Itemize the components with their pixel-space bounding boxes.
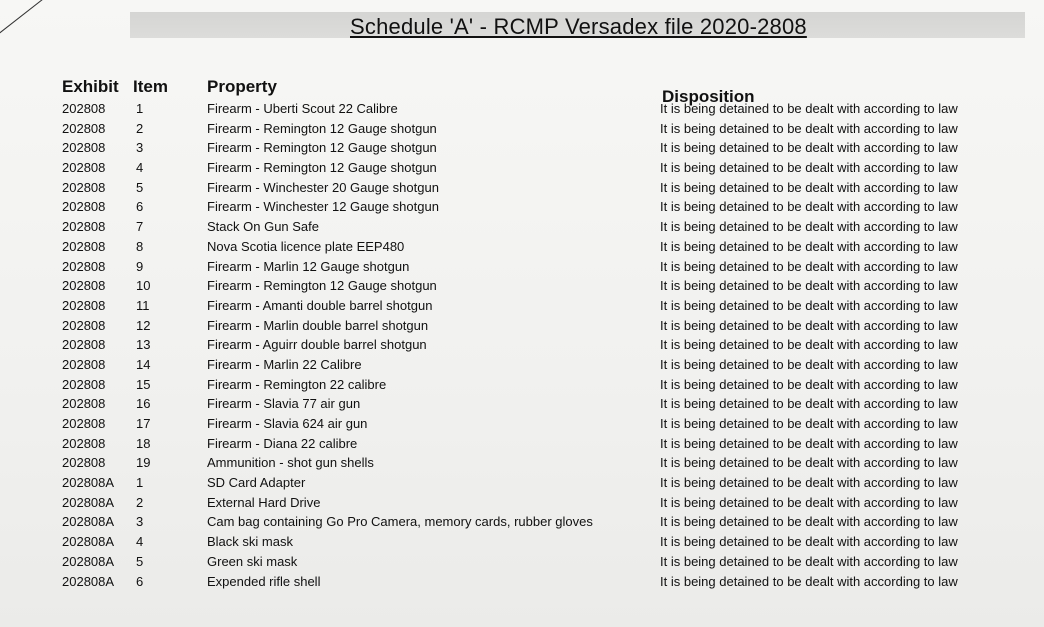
- item-cell: 2: [136, 494, 144, 510]
- disposition-cell: It is being detained to be dealt with according to law: [660, 297, 958, 313]
- table-row: [62, 120, 1022, 140]
- disposition-cell: It is being detained to be dealt with according to law: [660, 494, 958, 510]
- exhibit-cell: 202808: [62, 278, 106, 294]
- property-cell: Firearm - Slavia 624 air gun: [207, 416, 368, 431]
- table-row: [62, 454, 1022, 474]
- exhibit-cell: 202808: [62, 199, 106, 215]
- exhibit-cell: 202808: [62, 238, 106, 254]
- item-cell: 14: [136, 356, 151, 372]
- property-cell: Firearm - Aguirr double barrel shotgun: [207, 337, 427, 353]
- item-cell: 3: [136, 140, 144, 156]
- disposition-cell: It is being detained to be dealt with according to law: [660, 396, 958, 412]
- property-cell: Firearm - Remington 12 Gauge shotgun: [207, 120, 437, 136]
- item-cell: 1: [136, 101, 144, 116]
- table-row: [62, 238, 1022, 258]
- disposition-cell: It is being detained to be dealt with according to law: [660, 101, 958, 116]
- disposition-cell: It is being detained to be dealt with according to law: [660, 534, 958, 550]
- property-cell: Firearm - Amanti double barrel shotgun: [207, 297, 433, 313]
- exhibit-cell: 202808: [62, 101, 106, 116]
- table-row: [62, 297, 1022, 317]
- column-header-exhibit: Exhibit: [62, 77, 119, 96]
- disposition-cell: It is being detained to be dealt with according to law: [660, 435, 958, 451]
- disposition-cell: It is being detained to be dealt with according to law: [660, 337, 958, 353]
- item-cell: 6: [136, 573, 144, 589]
- disposition-cell: It is being detained to be dealt with according to law: [660, 179, 958, 195]
- disposition-cell: It is being detained to be dealt with according to law: [660, 573, 958, 589]
- table-row: [62, 395, 1022, 415]
- table-row: [62, 100, 1022, 120]
- disposition-cell: It is being detained to be dealt with according to law: [660, 199, 958, 215]
- disposition-cell: It is being detained to be dealt with according to law: [660, 219, 958, 235]
- table-row: [62, 159, 1022, 179]
- exhibit-cell: 202808: [62, 435, 106, 451]
- property-cell: Expended rifle shell: [207, 573, 321, 589]
- disposition-cell: It is being detained to be dealt with according to law: [660, 317, 958, 333]
- property-cell: Firearm - Diana 22 calibre: [207, 435, 358, 451]
- table-row: [62, 415, 1022, 435]
- table-row: [62, 553, 1022, 573]
- item-cell: 6: [136, 199, 144, 215]
- exhibit-cell: 202808: [62, 376, 106, 392]
- exhibit-cell: 202808: [62, 455, 106, 471]
- column-header-item: Item: [133, 77, 168, 96]
- property-cell: Firearm - Slavia 77 air gun: [207, 396, 361, 412]
- table-row: [62, 533, 1022, 553]
- table-row: [62, 513, 1022, 533]
- property-cell: Firearm - Remington 12 Gauge shotgun: [207, 160, 437, 176]
- table-row: [62, 277, 1022, 297]
- table-row: [62, 336, 1022, 356]
- item-cell: 10: [136, 278, 151, 294]
- disposition-cell: It is being detained to be dealt with according to law: [660, 238, 958, 254]
- exhibit-cell: 202808: [62, 416, 106, 431]
- table-row: [62, 494, 1022, 514]
- disposition-cell: It is being detained to be dealt with according to law: [660, 140, 958, 156]
- table-row: [62, 179, 1022, 199]
- disposition-cell: It is being detained to be dealt with according to law: [660, 160, 958, 176]
- property-cell: Firearm - Uberti Scout 22 Calibre: [207, 101, 398, 116]
- disposition-cell: It is being detained to be dealt with according to law: [660, 416, 958, 431]
- item-cell: 11: [136, 297, 150, 313]
- item-cell: 15: [136, 376, 151, 392]
- property-cell: Firearm - Winchester 20 Gauge shotgun: [207, 179, 439, 195]
- property-cell: SD Card Adapter: [207, 475, 306, 491]
- table-row: [62, 198, 1022, 218]
- property-cell: Firearm - Marlin 22 Calibre: [207, 356, 362, 372]
- exhibit-cell: 202808: [62, 258, 106, 274]
- item-cell: 1: [136, 475, 144, 491]
- property-cell: Ammunition - shot gun shells: [207, 455, 374, 471]
- disposition-cell: It is being detained to be dealt with according to law: [660, 376, 958, 392]
- exhibit-cell: 202808A: [62, 494, 115, 510]
- item-cell: 8: [136, 238, 144, 254]
- table-row: [62, 573, 1022, 593]
- item-cell: 7: [136, 219, 144, 235]
- item-cell: 5: [136, 553, 144, 569]
- table-row: [62, 218, 1022, 238]
- item-cell: 16: [136, 396, 151, 412]
- property-cell: Firearm - Remington 12 Gauge shotgun: [207, 278, 437, 294]
- item-cell: 2: [136, 120, 144, 136]
- table-row: [62, 139, 1022, 159]
- disposition-cell: It is being detained to be dealt with according to law: [660, 553, 958, 569]
- property-cell: External Hard Drive: [207, 494, 321, 510]
- item-cell: 9: [136, 258, 144, 274]
- property-cell: Firearm - Remington 22 calibre: [207, 376, 387, 392]
- item-cell: 17: [136, 416, 151, 431]
- item-cell: 12: [136, 317, 151, 333]
- property-table-body: [62, 100, 1022, 592]
- exhibit-cell: 202808A: [62, 573, 115, 589]
- exhibit-cell: 202808: [62, 337, 106, 353]
- table-row: [62, 376, 1022, 396]
- property-cell: Firearm - Marlin 12 Gauge shotgun: [207, 258, 410, 274]
- property-cell: Green ski mask: [207, 553, 298, 569]
- disposition-cell: It is being detained to be dealt with according to law: [660, 356, 958, 372]
- column-header-disposition: Disposition: [662, 87, 755, 106]
- disposition-cell: It is being detained to be dealt with according to law: [660, 120, 958, 136]
- disposition-cell: It is being detained to be dealt with according to law: [660, 278, 958, 294]
- disposition-cell: It is being detained to be dealt with according to law: [660, 475, 958, 491]
- table-row: [62, 258, 1022, 278]
- item-cell: 19: [136, 455, 151, 471]
- property-cell: Firearm - Winchester 12 Gauge shotgun: [207, 199, 439, 215]
- property-cell: Black ski mask: [207, 534, 293, 550]
- document-title: Schedule 'A' - RCMP Versadex file 2020-2808: [350, 14, 807, 39]
- exhibit-cell: 202808: [62, 120, 106, 136]
- exhibit-cell: 202808: [62, 140, 106, 156]
- table-row: [62, 317, 1022, 337]
- item-cell: 13: [136, 337, 151, 353]
- item-cell: 5: [136, 179, 144, 195]
- item-cell: 18: [136, 435, 151, 451]
- exhibit-cell: 202808: [62, 297, 106, 313]
- property-cell: Firearm - Remington 12 Gauge shotgun: [207, 140, 437, 156]
- exhibit-cell: 202808: [62, 179, 106, 195]
- table-row: [62, 474, 1022, 494]
- item-cell: 3: [136, 514, 144, 530]
- exhibit-cell: 202808A: [62, 534, 115, 550]
- item-cell: 4: [136, 160, 144, 176]
- exhibit-cell: 202808A: [62, 514, 115, 530]
- scan-edge-mark: [0, 0, 77, 41]
- property-cell: Stack On Gun Safe: [207, 219, 320, 235]
- table-row: [62, 435, 1022, 455]
- exhibit-cell: 202808A: [62, 553, 115, 569]
- exhibit-cell: 202808A: [62, 475, 115, 491]
- column-header-property: Property: [207, 77, 277, 96]
- item-cell: 4: [136, 534, 144, 550]
- disposition-cell: It is being detained to be dealt with according to law: [660, 455, 958, 471]
- exhibit-cell: 202808: [62, 317, 106, 333]
- exhibit-cell: 202808: [62, 356, 106, 372]
- table-row: [62, 356, 1022, 376]
- exhibit-cell: 202808: [62, 219, 106, 235]
- disposition-cell: It is being detained to be dealt with according to law: [660, 258, 958, 274]
- disposition-cell: It is being detained to be dealt with according to law: [660, 514, 958, 530]
- exhibit-cell: 202808: [62, 160, 106, 176]
- exhibit-cell: 202808: [62, 396, 106, 412]
- property-cell: Firearm - Marlin double barrel shotgun: [207, 317, 429, 333]
- property-cell: Nova Scotia licence plate EEP480: [207, 238, 405, 254]
- property-cell: Cam bag containing Go Pro Camera, memory cards, rubber gloves: [207, 514, 593, 530]
